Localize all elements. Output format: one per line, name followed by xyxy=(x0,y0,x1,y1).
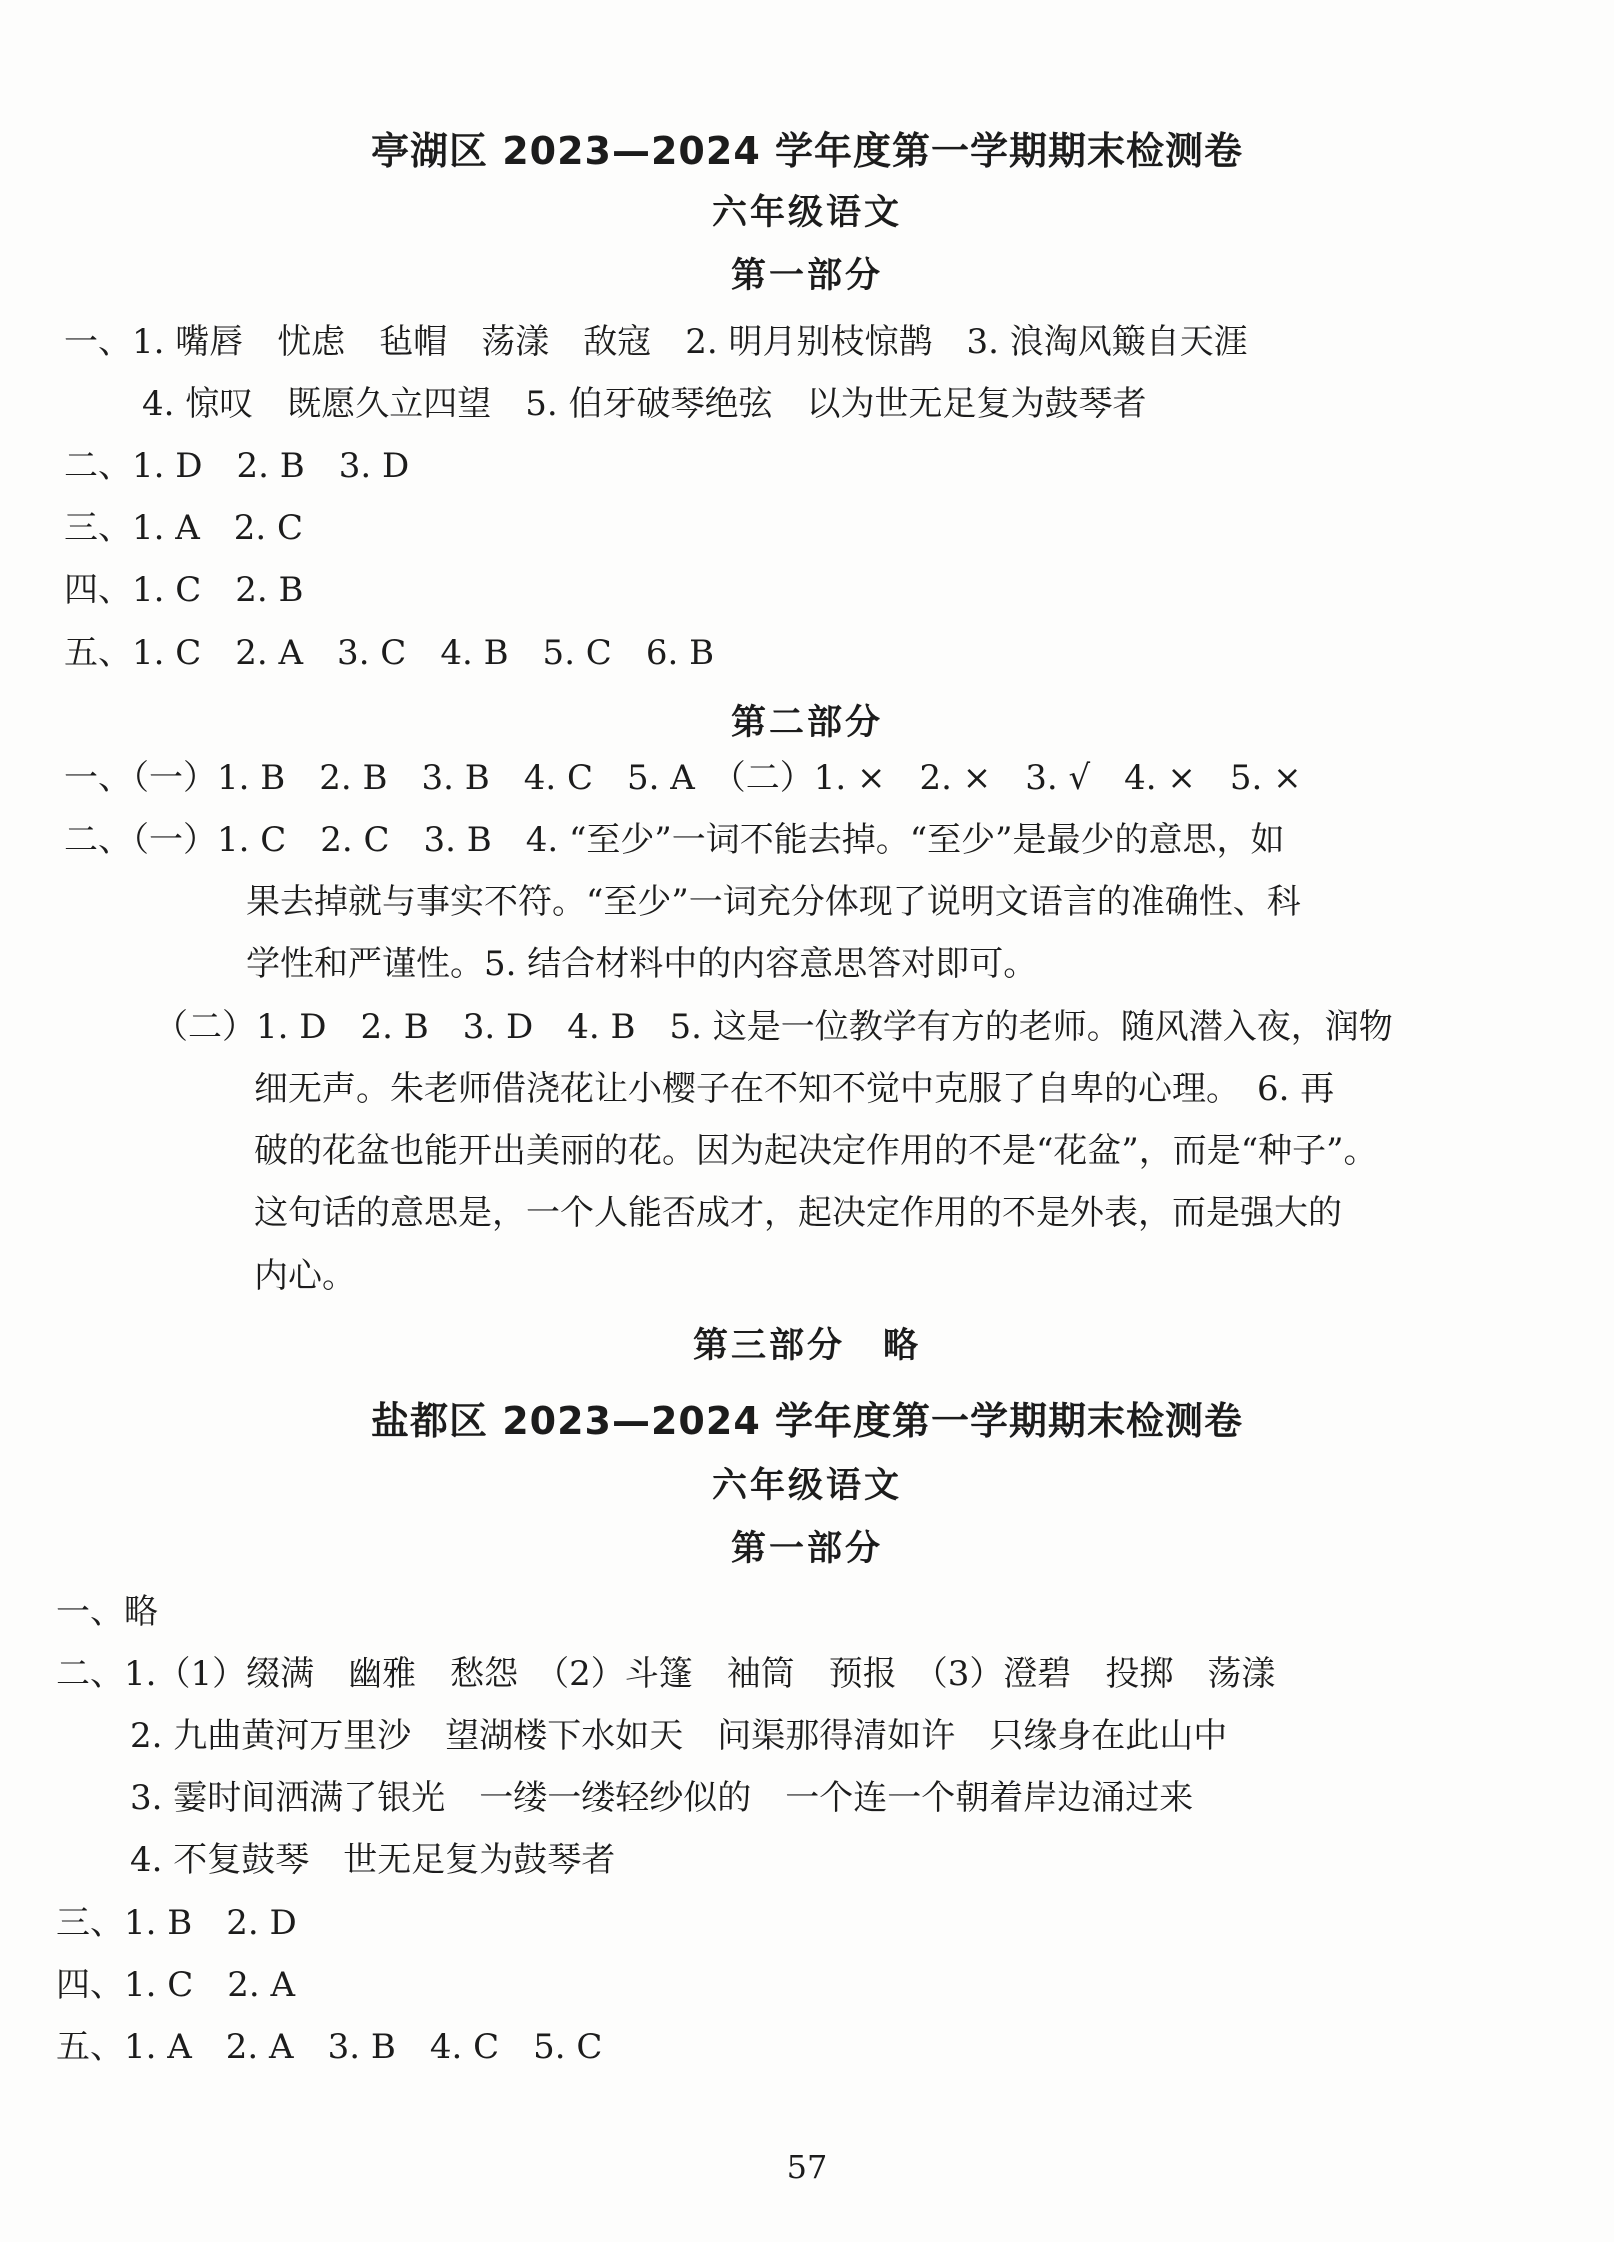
s1-p1-line-1: 一、1. 嘴唇 忧虑 毡帽 荡漾 敌寇 2. 明月别枝惊鹊 3. 浪淘风簸自天涯 xyxy=(64,322,1248,362)
s1-p2-line-8: 这句话的意思是，一个人能否成才，起决定作用的不是外表，而是强大的 xyxy=(254,1193,1342,1233)
s1-p1-line-3: 二、1. D 2. B 3. D xyxy=(64,446,410,486)
s1-p1-line-4: 三、1. A 2. C xyxy=(64,508,304,548)
page-number: 57 xyxy=(786,2148,828,2186)
section1-title: 亭湖区 2023—2024 学年度第一学期期末检测卷 xyxy=(371,129,1243,173)
s2-p1-line-7: 四、1. C 2. A xyxy=(56,1965,296,2005)
section1-part3-heading: 第三部分 略 xyxy=(692,1326,921,1366)
s1-p2-line-2: 二、（一）1. C 2. C 3. B 4. “至少”一词不能去掉。“至少”是最少的意思，如 xyxy=(64,820,1285,860)
s1-p1-line-6: 五、1. C 2. A 3. C 4. B 5. C 6. B xyxy=(64,633,715,673)
s2-p1-line-8: 五、1. A 2. A 3. B 4. C 5. C xyxy=(56,2027,603,2067)
s2-p1-line-1: 一、略 xyxy=(56,1592,158,1632)
s1-p2-line-7: 破的花盆也能开出美丽的花。因为起决定作用的不是“花盆”，而是“种子”。 xyxy=(254,1131,1378,1171)
s2-p1-line-3: 2. 九曲黄河万里沙 望湖楼下水如天 问渠那得清如许 只缘身在此山中 xyxy=(130,1716,1228,1756)
section2-grade: 六年级语文 xyxy=(711,1466,902,1506)
section1-part1-heading: 第一部分 xyxy=(730,256,883,296)
s1-p2-line-3: 果去掉就与事实不符。“至少”一词充分体现了说明文语言的准确性、科 xyxy=(246,882,1301,922)
section1-grade: 六年级语文 xyxy=(711,193,902,233)
s2-p1-line-6: 三、1. B 2. D xyxy=(56,1903,297,1943)
section2-title: 盐都区 2023—2024 学年度第一学期期末检测卷 xyxy=(371,1399,1243,1443)
section2-part1-heading: 第一部分 xyxy=(730,1529,883,1569)
section1-part2-heading: 第二部分 xyxy=(730,703,883,743)
s1-p1-line-2: 4. 惊叹 既愿久立四望 5. 伯牙破琴绝弦 以为世无足复为鼓琴者 xyxy=(142,384,1147,424)
s2-p1-line-5: 4. 不复鼓琴 世无足复为鼓琴者 xyxy=(130,1840,616,1880)
s1-p2-line-5: （二）1. D 2. B 3. D 4. B 5. 这是一位教学有方的老师。随风潜入夜，润物 xyxy=(154,1007,1393,1047)
s1-p1-line-5: 四、1. C 2. B xyxy=(64,570,304,610)
s1-p2-line-4: 学性和严谨性。5. 结合材料中的内容意思答对即可。 xyxy=(246,944,1038,984)
s2-p1-line-4: 3. 霎时间洒满了银光 一缕一缕轻纱似的 一个连一个朝着岸边涌过来 xyxy=(130,1778,1194,1818)
s1-p2-line-6: 细无声。朱老师借浇花让小樱子在不知不觉中克服了自卑的心理。 6. 再 xyxy=(254,1069,1335,1109)
s1-p2-line-1: 一、（一）1. B 2. B 3. B 4. C 5. A （二）1. × 2. × 3. √ 4. × 5. × xyxy=(64,758,1302,798)
s2-p1-line-2: 二、1.（1）缀满 幽雅 愁怨 （2）斗篷 袖筒 预报 （3）澄碧 投掷 荡漾 xyxy=(56,1654,1276,1694)
s1-p2-line-9: 内心。 xyxy=(254,1256,356,1296)
